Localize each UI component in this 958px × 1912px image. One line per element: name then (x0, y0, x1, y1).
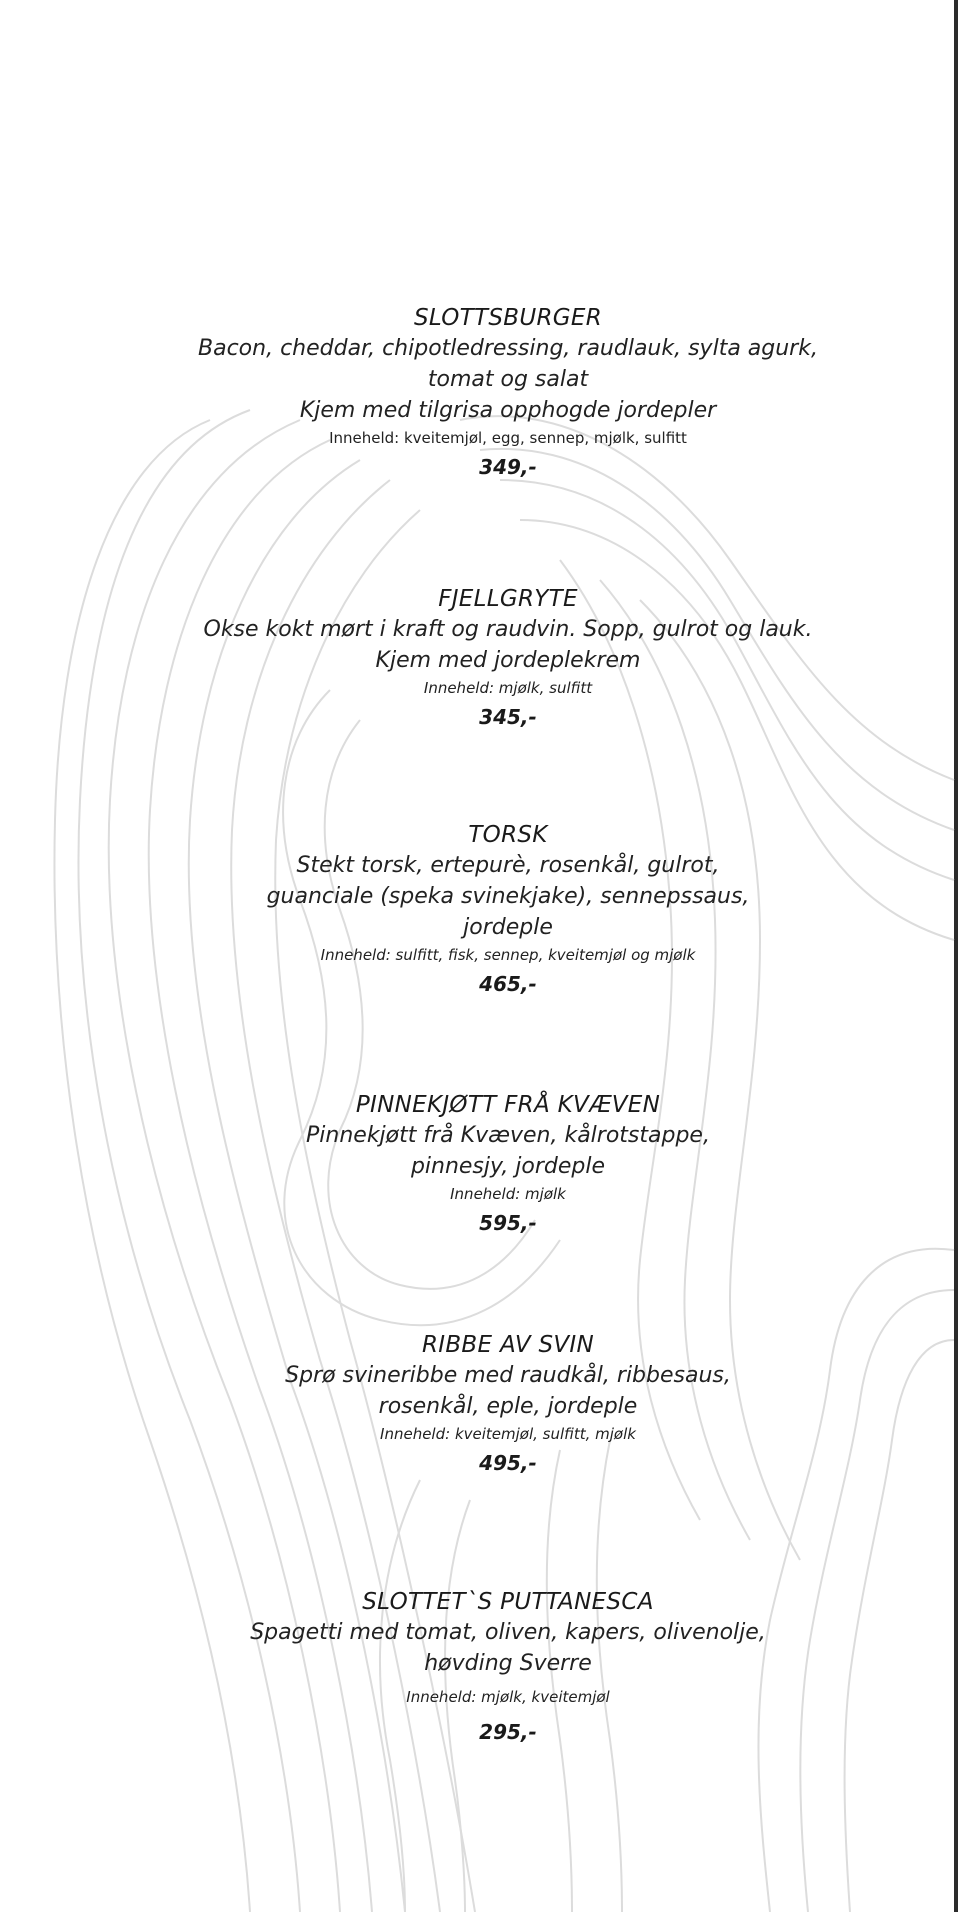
menu-item-allergens: Inneheld: mjølk, sulfitt (423, 679, 593, 697)
menu-item-price: 349,- (479, 455, 537, 479)
menu-item-description-line: rosenkål, eple, jordeple (378, 1394, 638, 1419)
menu-item-allergens: Inneheld: kveitemjøl, sulfitt, mjølk (380, 1425, 636, 1443)
menu-item-description-line: tomat og salat (427, 367, 589, 392)
menu-item-title: RIBBE AV SVIN (421, 1332, 595, 1358)
menu-item-pinnekjott (100, 1090, 916, 1238)
menu-item-price: 595,- (479, 1211, 537, 1235)
menu-item-price: 345,- (479, 705, 537, 729)
menu-item-price: 465,- (479, 972, 537, 996)
menu-item-fjellgryte (100, 584, 916, 732)
menu-item-description-line: Kjem med jordeplekrem (375, 648, 641, 673)
menu-item-description-line: Sprø svineribbe med raudkål, ribbesaus, (285, 1363, 731, 1388)
menu-item-torsk (100, 820, 916, 999)
menu-item-description-line: Bacon, cheddar, chipotledressing, raudlauk, sylta agurk, (198, 336, 818, 361)
menu-item-title: SLOTTET`S PUTTANESCA (362, 1589, 654, 1615)
menu-item-ribbe (100, 1330, 916, 1478)
menu-item-title: TORSK (468, 822, 548, 848)
menu-item-allergens: Inneheld: mjølk (450, 1185, 566, 1203)
menu-item-description-line: guanciale (speka svinekjake), sennepssaus, (266, 884, 750, 909)
menu-item-description-line: høvding Sverre (424, 1651, 592, 1676)
menu-item-description-line: jordeple (463, 915, 553, 940)
menu-item-title: FJELLGRYTE (438, 586, 578, 612)
menu-item-description-line: Stekt torsk, ertepurè, rosenkål, gulrot, (296, 853, 720, 878)
menu-item-title: PINNEKJØTT FRÅ KVÆVEN (355, 1092, 661, 1118)
menu-item-puttanesca (100, 1587, 916, 1747)
menu-item-price: 495,- (479, 1451, 537, 1475)
menu-item-description-line: Kjem med tilgrisa opphogde jordepler (299, 398, 717, 423)
menu-item-allergens: Inneheld: sulfitt, fisk, sennep, kveitemjøl og mjølk (320, 946, 696, 964)
menu-item-description-line: Okse kokt mørt i kraft og raudvin. Sopp, gulrot og lauk. (203, 617, 813, 642)
menu-item-description-line: pinnesjy, jordeple (410, 1154, 606, 1179)
menu-item-price: 295,- (479, 1720, 537, 1744)
menu-item-slottsburger (100, 303, 916, 482)
menu-item-allergens: Inneheld: kveitemjøl, egg, sennep, mjølk, sulfitt (329, 429, 687, 447)
menu-item-description-line: Spagetti med tomat, oliven, kapers, olivenolje, (250, 1620, 766, 1645)
menu-item-description-line: Pinnekjøtt frå Kvæven, kålrotstappe, (306, 1123, 710, 1148)
menu-item-allergens: Inneheld: mjølk, kveitemjøl (406, 1688, 610, 1706)
menu-item-title: SLOTTSBURGER (413, 305, 603, 331)
